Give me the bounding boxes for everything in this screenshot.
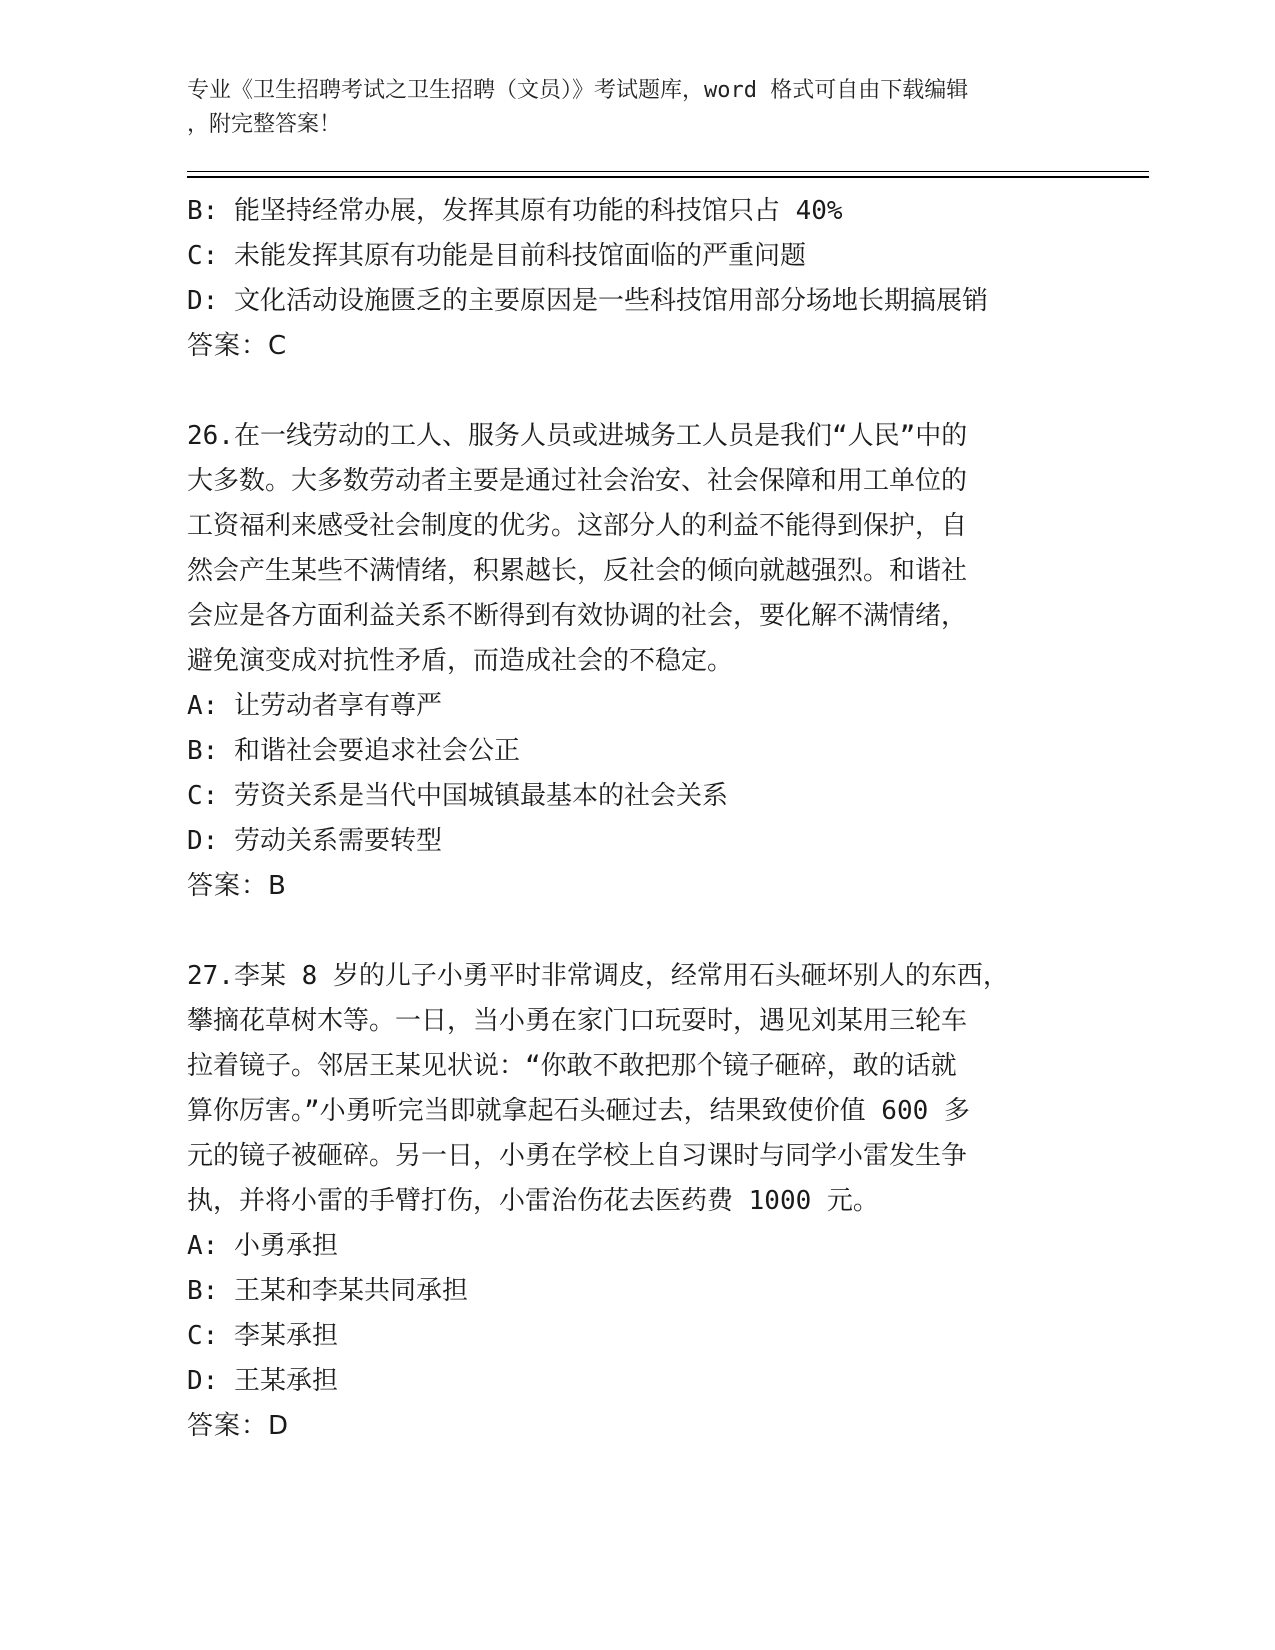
header-divider-thick xyxy=(187,176,1149,178)
question-text-line: 算你厉害。”小勇听完当即就拿起石头砸过去，结果致使价值 600 多 xyxy=(187,1096,970,1126)
header-line-2: ，附完整答案！ xyxy=(187,112,342,137)
option-a: A: 让劳动者享有尊严 xyxy=(187,691,442,721)
question-text-line: 然会产生某些不满情绪，积累越长，反社会的倾向就越强烈。和谐社 xyxy=(187,556,968,586)
question-27 xyxy=(187,954,1067,1449)
option-c: C: 未能发挥其原有功能是目前科技馆面临的严重问题 xyxy=(187,241,806,271)
question-text-line: 避免演变成对抗性矛盾，而造成社会的不稳定。 xyxy=(187,646,734,676)
option-d: D: 文化活动设施匮乏的主要原因是一些科技馆用部分场地长期搞展销 xyxy=(187,286,988,316)
question-text-line: 工资福利来感受社会制度的优劣。这部分人的利益不能得到保护，自 xyxy=(187,511,968,541)
question-text-line: 攀摘花草树木等。一日，当小勇在家门口玩耍时，遇见刘某用三轮车 xyxy=(187,1006,968,1036)
question-text-line: 会应是各方面利益关系不断得到有效协调的社会，要化解不满情绪， xyxy=(187,601,968,631)
question-text-line: 元的镜子被砸碎。另一日，小勇在学校上自习课时与同学小雷发生争 xyxy=(187,1141,968,1171)
option-b: B: 和谐社会要追求社会公正 xyxy=(187,736,520,766)
document-header xyxy=(187,74,1067,142)
option-a: A: 小勇承担 xyxy=(187,1231,338,1261)
question-text-line: 26.在一线劳动的工人、服务人员或进城务工人员是我们“人民”中的 xyxy=(187,421,968,451)
question-text-line: 拉着镜子。邻居王某见状说：“你敢不敢把那个镜子砸碎，敢的话就 xyxy=(187,1051,957,1081)
question-text-line: 大多数。大多数劳动者主要是通过社会治安、社会保障和用工单位的 xyxy=(187,466,968,496)
option-d: D: 劳动关系需要转型 xyxy=(187,826,442,856)
document-body xyxy=(187,189,1067,1449)
question-text-line: 27.李某 8 岁的儿子小勇平时非常调皮，经常用石头砸坏别人的东西， xyxy=(187,961,1009,991)
header-line-1: 专业《卫生招聘考试之卫生招聘（文员）》考试题库，word 格式可自由下载编辑 xyxy=(187,78,969,103)
option-c: C: 李某承担 xyxy=(187,1321,338,1351)
answer-line: 答案：C xyxy=(187,331,288,361)
option-b: B: 能坚持经常办展，发挥其原有功能的科技馆只占 40% xyxy=(187,196,843,226)
header-divider-thin xyxy=(187,171,1149,172)
question-text-line: 执，并将小雷的手臂打伤，小雷治伤花去医药费 1000 元。 xyxy=(187,1186,879,1216)
prev-question-block xyxy=(187,189,1067,369)
option-d: D: 王某承担 xyxy=(187,1366,338,1396)
option-c: C: 劳资关系是当代中国城镇最基本的社会关系 xyxy=(187,781,728,811)
question-26 xyxy=(187,414,1067,909)
option-b: B: 王某和李某共同承担 xyxy=(187,1276,468,1306)
answer-line: 答案：B xyxy=(187,871,287,901)
answer-line: 答案：D xyxy=(187,1411,290,1441)
